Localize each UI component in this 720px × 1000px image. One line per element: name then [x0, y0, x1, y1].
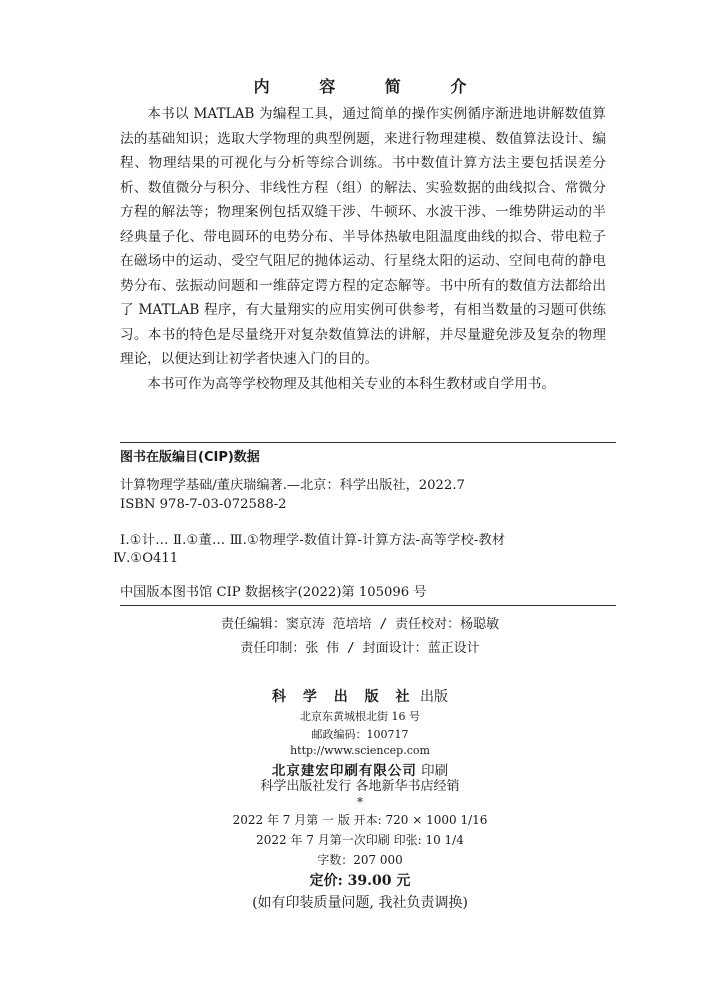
quality-notice: (如有印装质量问题, 我社负责调换) — [252, 895, 468, 911]
price: 定价: 39.00 元 — [309, 873, 411, 889]
intro-body — [120, 102, 606, 396]
publisher-suffix: 出版 — [419, 689, 448, 705]
cip-classification: Ⅰ.①计… Ⅱ.①董… Ⅲ.①物理学-数值计算-计算方法-高等学校-教材 — [120, 533, 506, 548]
cip-isbn: ISBN 978-7-03-072588-2 — [120, 497, 287, 512]
production-credits: 责任印制：张 伟 / 封面设计：蓝正设计 — [240, 641, 480, 656]
distributor-line: 科学出版社发行 各地新华书店经销 — [260, 779, 460, 794]
cip-number: 中国版本图书馆 CIP 数据核字(2022)第 105096 号 — [120, 585, 427, 600]
intro-paragraph: 本书以 MATLAB 为编程工具，通过简单的操作实例循序渐进地讲解数值算法的基础知识；选取大学物理的典型例题，来进行物理建模、数值算法设计、编程、物理结果的可视化与分析等综合训练。书中数值计算方法主要包括误差分析、数值微分与积分、非线性方程（组）的解法、实验数据的曲线拟合、常微分方程的解法等；物理案例包括双缝干涉、牛顿环、水波干涉、一维势阱运动的半经典量子化、带电圆环的电势分布、半导体热敏电阻温度曲线的拟合、带电粒子在磁场中的运动、受空气阻尼的抛体运动、行星绕太阳的运动、空间电荷的静电势分布、弦振动问题和一维薛定谔方程的定态解等。书中所有的数值方法都给出了 MATLAB 程序，有大量翔实的应用实例可供参考，有相当数量的习题可供练习。本书的特色是尽量绕开对复杂数值算法的讲解，并尽量避免涉及复杂的物理理论，以便达到让初学者快速入门的目的。 — [120, 106, 606, 367]
separator-star: * — [357, 795, 363, 809]
cip-classification-cont: Ⅳ.①O411 — [113, 551, 179, 566]
publisher-address: 北京东黄城根北街 16 号 — [300, 710, 420, 723]
publisher-website: http://www.sciencep.com — [290, 744, 430, 757]
intro-paragraph: 本书可作为高等学校物理及其他相关专业的本科生教材或自学用书。 — [147, 375, 555, 392]
cip-top-rule — [120, 442, 616, 443]
publisher-line — [0, 686, 720, 706]
printing-line: 2022 年 7 月第一次印刷 印张: 10 1/4 — [256, 833, 464, 847]
publisher-postcode: 邮政编码：100717 — [311, 728, 409, 741]
printer-name: 北京建宏印刷有限公司 — [271, 763, 417, 779]
word-count: 字数：207 000 — [317, 853, 403, 867]
publisher-name: 科 学 出 版 社 — [272, 689, 416, 705]
printer-suffix: 印刷 — [421, 763, 449, 779]
cip-heading: 图书在版编目(CIP)数据 — [120, 450, 260, 465]
cip-bottom-rule — [120, 605, 616, 606]
intro-title: 内 容 简 介 — [253, 77, 489, 96]
editor-credits: 责任编辑：窦京涛 范培培 / 责任校对：杨聪敏 — [220, 617, 500, 632]
edition-line: 2022 年 7 月第 一 版 开本: 720 × 1000 1/16 — [232, 813, 488, 827]
cip-book-line: 计算物理学基础/董庆瑞编著.—北京：科学出版社，2022.7 — [120, 478, 465, 493]
